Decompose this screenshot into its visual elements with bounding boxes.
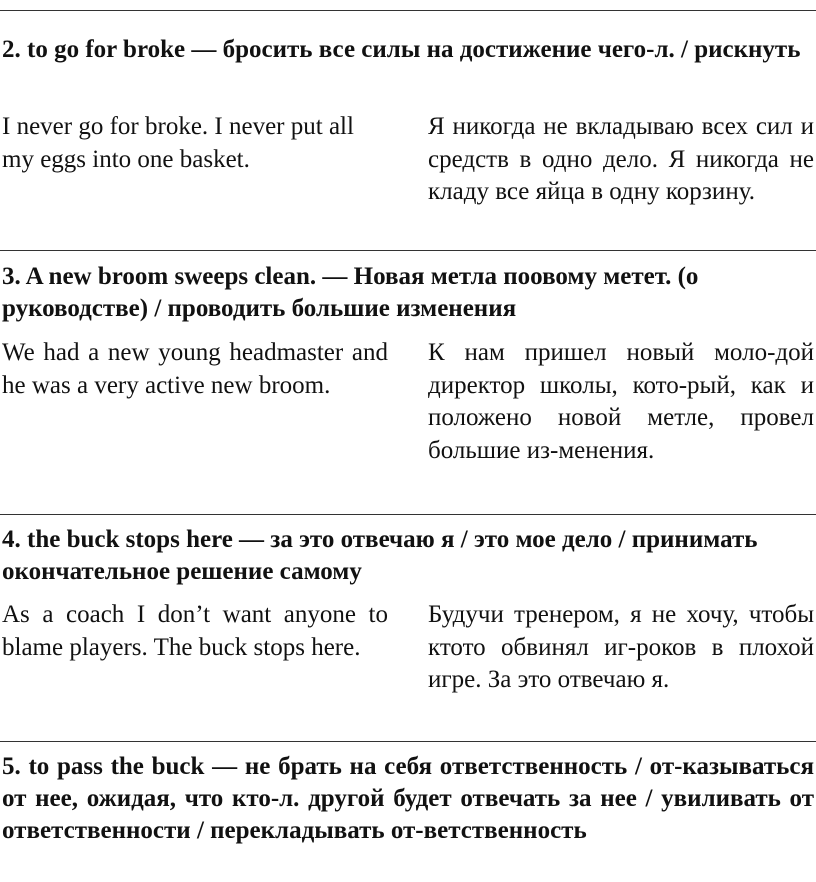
english-example: I never go for broke. I never put all my eggs into one basket.: [2, 113, 354, 173]
entry-heading: 2. to go for broke — бросить все силы на достижение чего-л. / рискнуть: [2, 36, 801, 63]
divider: [0, 10, 816, 11]
entry-heading: 4. the buck stops here — за это отвечаю я / это мое дело / принимать окончательное решение самому: [2, 526, 758, 585]
russian-translation: К нам пришел новый моло-дой директор школы, кото-рый, как и положено новой метле, провел большие из-менения.: [428, 339, 814, 464]
divider: [0, 741, 816, 742]
entry-heading: 3. A new broom sweeps clean. — Новая метла поовому метет. (о руководстве) / проводить большие изменения: [2, 263, 699, 322]
english-example: We had a new young headmaster and he was a very active new broom.: [2, 339, 388, 399]
entry-heading: 5. to pass the buck — не брать на себя ответственность / от-казываться от нее, ожидая, что кто-л. другой будет отвечать за нее / увиливать от ответственности / перекладывать от-ветственность: [2, 753, 814, 844]
english-example: As a coach I don’t want anyone to blame players. The buck stops here.: [2, 601, 388, 661]
divider: [0, 514, 816, 515]
russian-translation: Я никогда не вкладываю всех сил и средств в одно дело. Я никогда не кладу все яйца в одну корзину.: [428, 113, 814, 205]
divider: [0, 250, 816, 251]
russian-translation: Будучи тренером, я не хочу, чтобы ктото обвинял иг-роков в плохой игре. За это отвечаю я.: [428, 601, 814, 693]
